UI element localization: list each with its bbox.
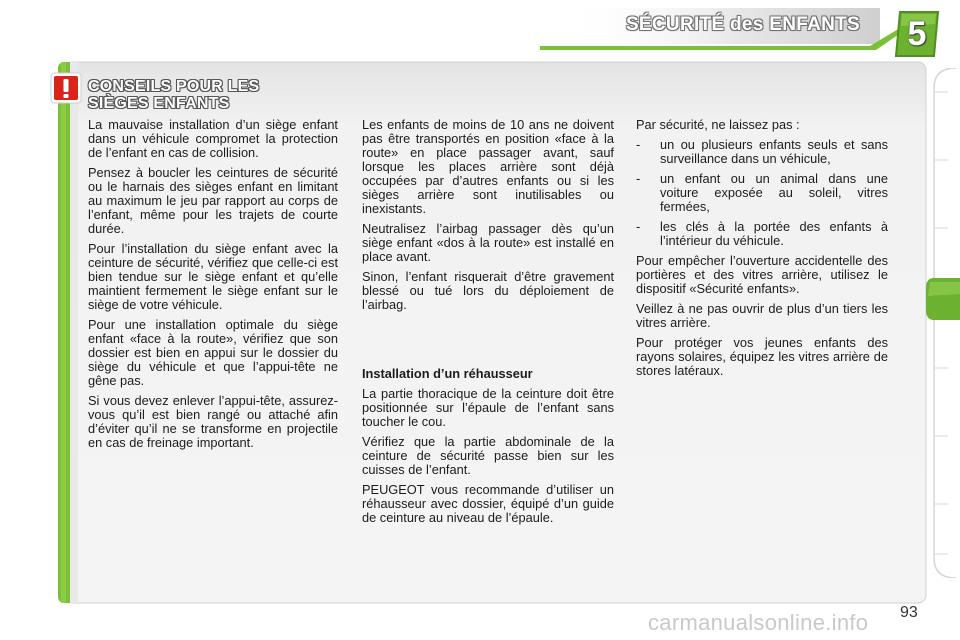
dash-bullet: - [636, 171, 641, 186]
section-heading [88, 78, 259, 112]
page-number: 93 [900, 604, 918, 621]
list-item-text: un ou plusieurs enfants seuls et sans surveillance dans un véhicule, [660, 137, 888, 166]
dash-bullet: - [636, 219, 641, 234]
paragraph: Pour une installation optimale du siège enfant «face à la route», vérifiez que son dossier est bien en appui sur le dossier du siège du véhicule et que l’appui-tête ne gêne pas. [88, 317, 338, 388]
list-item-text: les clés à la portée des enfants à l’intérieur du véhicule. [660, 219, 888, 248]
booster-section [362, 367, 614, 525]
warning-icon [48, 70, 84, 106]
paragraph: Pour protéger vos jeunes enfants des rayons solaires, équipez les vitres arrière de stores latéraux. [636, 335, 888, 378]
paragraph: Les enfants de moins de 10 ans ne doivent pas être transportés en position «face à la route» en place passager avant, sauf lorsque les places arrière sont déjà occupées par d’autres enfants ou si les sièges arrière sont inutilisables ou inexistants. [362, 117, 614, 216]
paragraph: PEUGEOT vous recommande d’utiliser un réhausseur avec dossier, équipé d’un guide de ceinture au niveau de l’épaule. [362, 482, 614, 525]
paragraph: Sinon, l’enfant risquerait d’être gravement blessé ou tué lors du déploiement de l’airbag. [362, 269, 614, 312]
paragraph: Neutralisez l’airbag passager dès qu’un siège enfant «dos à la route» est installé en place avant. [362, 221, 614, 264]
paragraph: Veillez à ne pas ouvrir de plus d’un tiers les vitres arrière. [636, 301, 888, 330]
column-1 [88, 118, 338, 456]
paragraph: Vérifiez que la partie abdominale de la ceinture de sécurité passe bien sur les cuisses de l’enfant. [362, 434, 614, 477]
list-item-text: un enfant ou un animal dans une voiture exposée au soleil, vitres fermées, [660, 171, 888, 214]
chapter-badge [892, 8, 942, 60]
chapter-number: 5 [907, 15, 927, 53]
paragraph: Par sécurité, ne laissez pas : [636, 117, 800, 132]
subheading: Installation d’un réhausseur [362, 366, 533, 381]
paragraph: Si vous devez enlever l’appui-tête, assurez-vous qu’il est bien rangé ou attaché afin d’éviter qu’il ne se transforme en projectile en cas de freinage important. [88, 393, 338, 450]
section-heading-line2: SIÈGES ENFANTS [88, 95, 230, 112]
paragraph: Pour empêcher l’ouverture accidentelle des portières et des vitres arrière, utilisez le dispositif «Sécurité enfants». [636, 253, 888, 296]
paragraph: Pour l’installation du siège enfant avec la ceinture de sécurité, vérifiez que celle-ci est bien tendue sur le siège enfant et qu’elle maintient fermement le siège enfant sur le siège de votre véhicule. [88, 241, 338, 312]
dash-bullet: - [636, 137, 641, 152]
list-item [636, 138, 888, 166]
paragraph: La mauvaise installation d’un siège enfant dans un véhicule compromet la protection de l’enfant en cas de collision. [88, 117, 338, 160]
page-title: SÉCURITÉ des ENFANTS [625, 14, 860, 35]
section-heading-line1: CONSEILS POUR LES [88, 78, 260, 95]
list-item [636, 172, 888, 214]
chapter-tabs [926, 68, 960, 578]
paragraph: Pensez à boucler les ceintures de sécurité ou le harnais des sièges enfant en limitant au maximum le jeu par rapport au corps de l’enfant, même pour les trajets de courte durée. [88, 165, 338, 236]
column-3 [636, 118, 888, 384]
list-item [636, 220, 888, 248]
paragraph: La partie thoracique de la ceinture doit être positionnée sur l’épaule de l’enfant sans toucher le cou. [362, 386, 614, 429]
watermark: carmanualsonline.info [648, 610, 869, 635]
column-2 [362, 118, 614, 531]
